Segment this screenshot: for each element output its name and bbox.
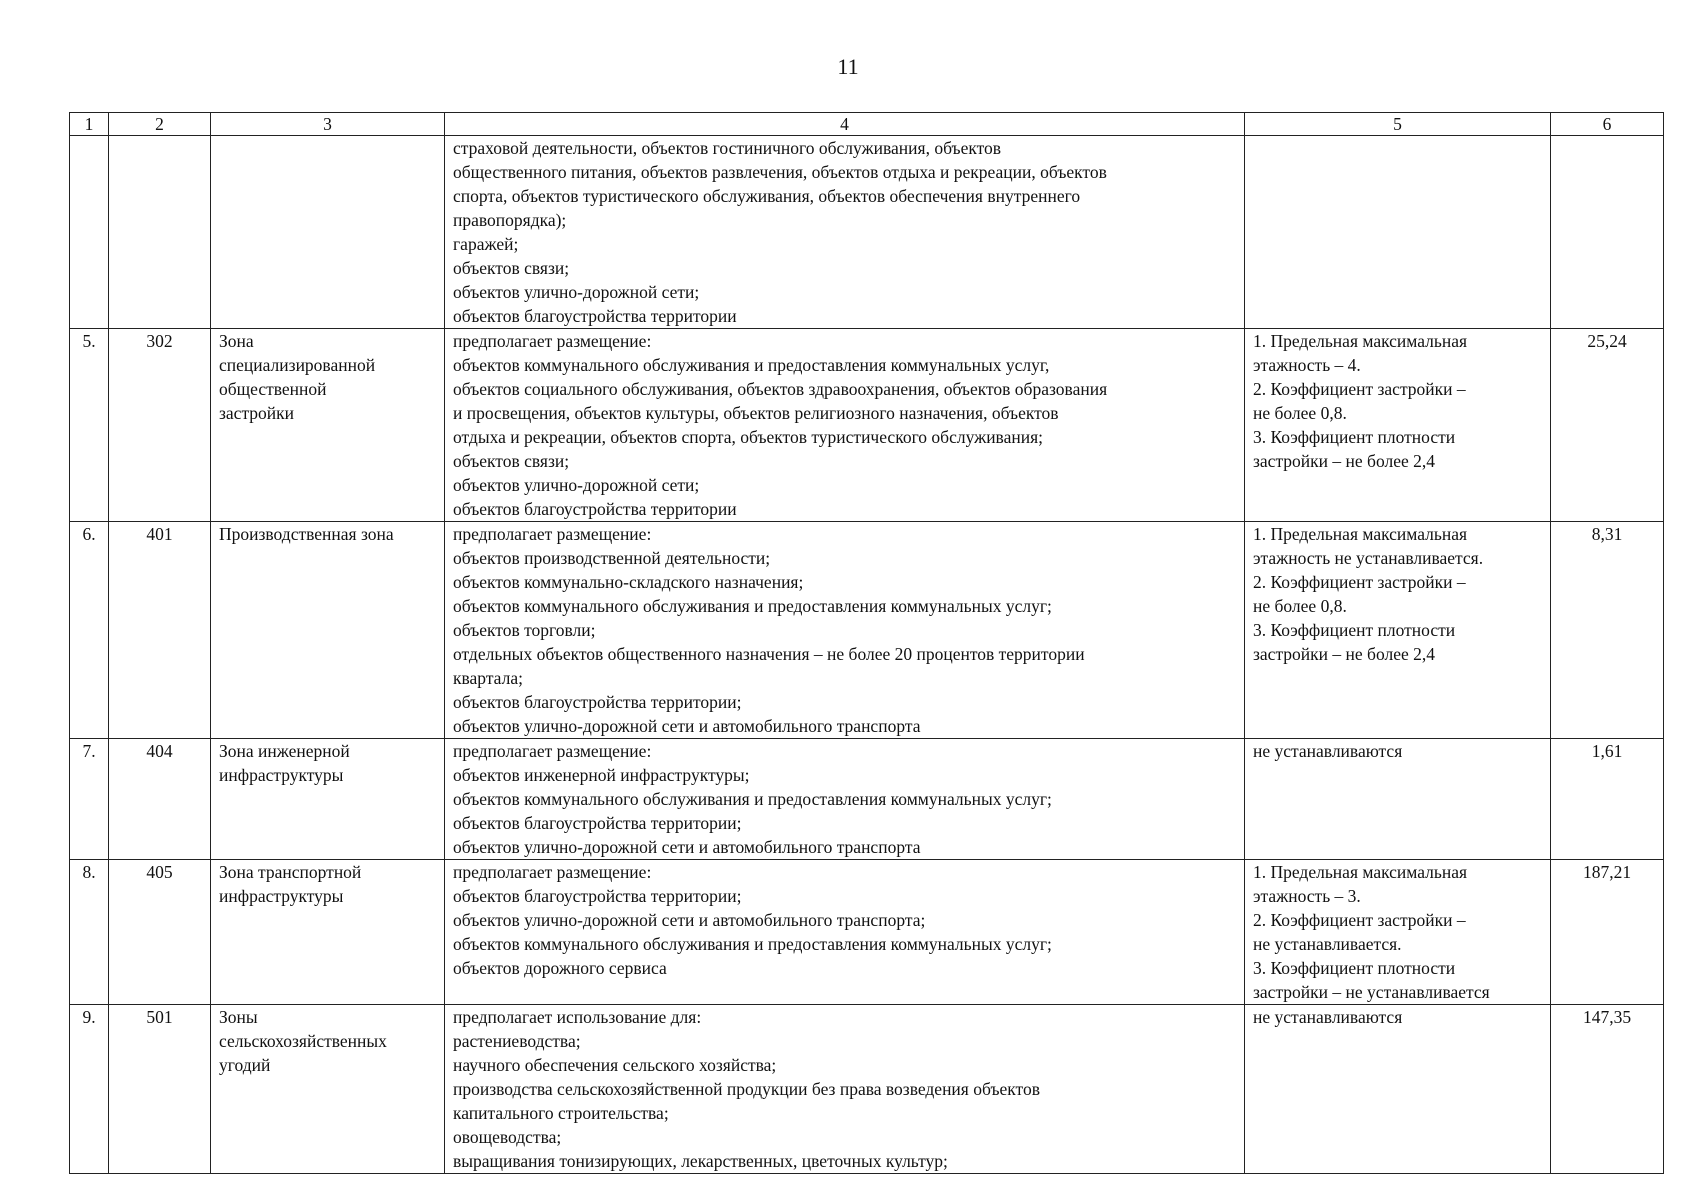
zone-name: [211, 136, 445, 329]
description-line: выращивания тонизирующих, лекарственных, цветочных культур;: [453, 1151, 948, 1171]
description-line: объектов коммунально-складского назначения;: [453, 572, 804, 592]
zone-name-line: застройки: [219, 403, 295, 423]
zone-name-line: Зона транспортной: [219, 862, 362, 882]
table-header-row: [70, 113, 1664, 136]
description-line: гаражей;: [453, 234, 519, 254]
description-line: объектов благоустройства территории;: [453, 692, 742, 712]
zone-name-line: специализированной: [219, 355, 376, 375]
parameter-line: 1. Предельная максимальная: [1253, 331, 1468, 351]
zone-name-line: Зона инженерной: [219, 741, 350, 761]
parameter-line: 3. Коэффициент плотности: [1253, 958, 1456, 978]
description-line: объектов дорожного сервиса: [453, 958, 667, 978]
zone-area: 147,35: [1551, 1005, 1664, 1174]
table-row: [70, 1005, 1664, 1174]
description-line: общественного питания, объектов развлечения, объектов отдыха и рекреации, объектов: [453, 162, 1107, 182]
zone-parameters: [1245, 1005, 1551, 1174]
table-row: [70, 522, 1664, 739]
description-line: предполагает размещение:: [453, 862, 652, 882]
zone-description: [445, 1005, 1245, 1174]
description-line: предполагает размещение:: [453, 331, 652, 351]
parameter-line: не более 0,8.: [1253, 403, 1347, 423]
parameter-line: застройки – не более 2,4: [1253, 644, 1435, 664]
zone-description: [445, 860, 1245, 1005]
description-line: предполагает размещение:: [453, 524, 652, 544]
parameter-line: застройки – не устанавливается: [1253, 982, 1490, 1002]
parameter-line: этажность – 3.: [1253, 886, 1361, 906]
zone-name: [211, 739, 445, 860]
parameter-line: 3. Коэффициент плотности: [1253, 427, 1456, 447]
zone-name-line: Производственная зона: [219, 524, 394, 544]
zone-parameters: [1245, 329, 1551, 522]
zone-code: 501: [109, 1005, 211, 1174]
description-line: объектов благоустройства территории: [453, 499, 737, 519]
zone-parameters: [1245, 739, 1551, 860]
zone-name-line: Зоны: [219, 1007, 258, 1027]
description-line: объектов улично-дорожной сети;: [453, 475, 700, 495]
column-header-2: 2: [109, 113, 211, 136]
parameter-line: 1. Предельная максимальная: [1253, 524, 1468, 544]
description-line: объектов коммунального обслуживания и предоставления коммунальных услуг;: [453, 596, 1052, 616]
zone-area: 25,24: [1551, 329, 1664, 522]
description-line: объектов социального обслуживания, объектов здравоохранения, объектов образования: [453, 379, 1108, 399]
description-line: объектов коммунального обслуживания и предоставления коммунальных услуг;: [453, 934, 1052, 954]
zone-description: [445, 329, 1245, 522]
zones-table: [69, 112, 1664, 1174]
zone-parameters: [1245, 522, 1551, 739]
parameter-line: 1. Предельная максимальная: [1253, 862, 1468, 882]
zone-area: 1,61: [1551, 739, 1664, 860]
row-number: [70, 136, 109, 329]
zone-area: 8,31: [1551, 522, 1664, 739]
description-line: научного обеспечения сельского хозяйства;: [453, 1055, 777, 1075]
row-number: 8.: [70, 860, 109, 1005]
table-row: [70, 136, 1664, 329]
parameter-line: 3. Коэффициент плотности: [1253, 620, 1456, 640]
zone-code: 302: [109, 329, 211, 522]
zone-parameters: [1245, 860, 1551, 1005]
description-line: объектов благоустройства территории;: [453, 813, 742, 833]
zone-name-line: угодий: [219, 1055, 271, 1075]
description-line: страховой деятельности, объектов гостиничного обслуживания, объектов: [453, 138, 1002, 158]
description-line: овощеводства;: [453, 1127, 562, 1147]
zone-name: [211, 1005, 445, 1174]
description-line: спорта, объектов туристического обслуживания, объектов обеспечения внутреннего: [453, 186, 1081, 206]
zone-area: 187,21: [1551, 860, 1664, 1005]
parameter-line: этажность не устанавливается.: [1253, 548, 1484, 568]
zone-name: [211, 860, 445, 1005]
description-line: объектов благоустройства территории: [453, 306, 737, 326]
description-line: квартала;: [453, 668, 523, 688]
parameter-line: 2. Коэффициент застройки –: [1253, 572, 1466, 592]
description-line: объектов благоустройства территории;: [453, 886, 742, 906]
description-line: предполагает использование для:: [453, 1007, 702, 1027]
zone-code: 404: [109, 739, 211, 860]
column-header-5: 5: [1245, 113, 1551, 136]
zone-name-line: Зона: [219, 331, 254, 351]
zone-description: [445, 136, 1245, 329]
row-number: 9.: [70, 1005, 109, 1174]
zone-description: [445, 739, 1245, 860]
description-line: объектов улично-дорожной сети и автомобильного транспорта;: [453, 910, 926, 930]
description-line: правопорядка);: [453, 210, 567, 230]
column-header-3: 3: [211, 113, 445, 136]
parameter-line: 2. Коэффициент застройки –: [1253, 910, 1466, 930]
table-row: [70, 739, 1664, 860]
description-line: объектов торговли;: [453, 620, 596, 640]
parameter-line: 2. Коэффициент застройки –: [1253, 379, 1466, 399]
zone-name: [211, 522, 445, 739]
description-line: предполагает размещение:: [453, 741, 652, 761]
parameter-line: застройки – не более 2,4: [1253, 451, 1435, 471]
zone-code: [109, 136, 211, 329]
description-line: объектов связи;: [453, 451, 570, 471]
zone-parameters: [1245, 136, 1551, 329]
description-line: объектов инженерной инфраструктуры;: [453, 765, 750, 785]
parameter-line: не устанавливаются: [1253, 1007, 1403, 1027]
description-line: и просвещения, объектов культуры, объектов религиозного назначения, объектов: [453, 403, 1059, 423]
description-line: объектов улично-дорожной сети и автомобильного транспорта: [453, 837, 921, 857]
description-line: объектов производственной деятельности;: [453, 548, 771, 568]
zone-code: 401: [109, 522, 211, 739]
table-row: [70, 329, 1664, 522]
row-number: 6.: [70, 522, 109, 739]
description-line: объектов коммунального обслуживания и предоставления коммунальных услуг,: [453, 355, 1050, 375]
zone-description: [445, 522, 1245, 739]
description-line: растениеводства;: [453, 1031, 581, 1051]
description-line: капитального строительства;: [453, 1103, 669, 1123]
parameter-line: не более 0,8.: [1253, 596, 1347, 616]
page-number: 11: [837, 54, 859, 79]
zone-name-line: сельскохозяйственных: [219, 1031, 387, 1051]
table-row: [70, 860, 1664, 1005]
parameter-line: не устанавливаются: [1253, 741, 1403, 761]
row-number: 5.: [70, 329, 109, 522]
description-line: объектов улично-дорожной сети;: [453, 282, 700, 302]
zone-area: [1551, 136, 1664, 329]
parameter-line: этажность – 4.: [1253, 355, 1361, 375]
zone-name: [211, 329, 445, 522]
description-line: объектов связи;: [453, 258, 570, 278]
description-line: производства сельскохозяйственной продукции без права возведения объектов: [453, 1079, 1040, 1099]
column-header-4: 4: [445, 113, 1245, 136]
zone-name-line: инфраструктуры: [219, 886, 344, 906]
column-header-6: 6: [1551, 113, 1664, 136]
zone-name-line: инфраструктуры: [219, 765, 344, 785]
description-line: объектов коммунального обслуживания и предоставления коммунальных услуг;: [453, 789, 1052, 809]
description-line: объектов улично-дорожной сети и автомобильного транспорта: [453, 716, 921, 736]
description-line: отдыха и рекреации, объектов спорта, объектов туристического обслуживания;: [453, 427, 1044, 447]
parameter-line: не устанавливается.: [1253, 934, 1402, 954]
column-header-1: 1: [70, 113, 109, 136]
row-number: 7.: [70, 739, 109, 860]
zone-code: 405: [109, 860, 211, 1005]
zone-name-line: общественной: [219, 379, 327, 399]
description-line: отдельных объектов общественного назначения – не более 20 процентов территории: [453, 644, 1085, 664]
